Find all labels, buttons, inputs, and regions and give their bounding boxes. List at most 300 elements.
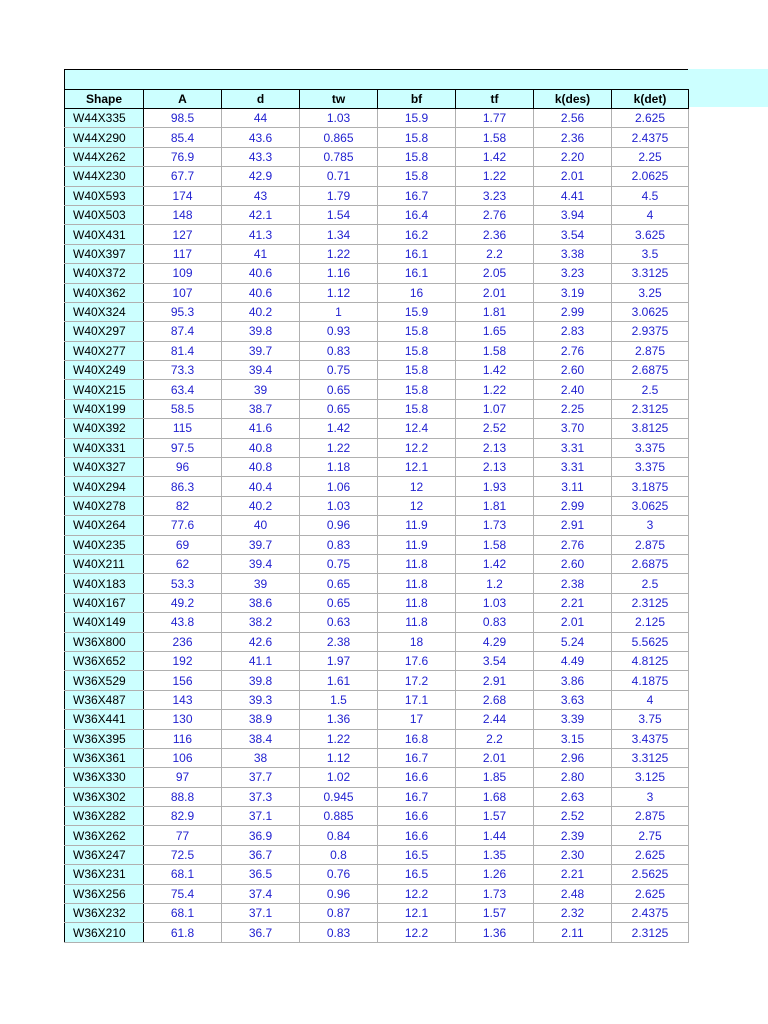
cell-bf[interactable]: 16.6 bbox=[378, 826, 456, 845]
cell-bf[interactable]: 15.9 bbox=[378, 302, 456, 321]
header-k-des[interactable]: k(des) bbox=[534, 90, 612, 109]
cell-tw[interactable]: 1.06 bbox=[300, 477, 378, 496]
cell-k-des[interactable]: 3.31 bbox=[534, 438, 612, 457]
cell-shape[interactable]: W40X278 bbox=[65, 496, 144, 515]
cell-d[interactable]: 40.2 bbox=[222, 496, 300, 515]
cell-tw[interactable]: 1.18 bbox=[300, 458, 378, 477]
cell-k-des[interactable]: 3.23 bbox=[534, 264, 612, 283]
cell-tf[interactable]: 1.2 bbox=[456, 574, 534, 593]
cell-a[interactable]: 106 bbox=[144, 748, 222, 767]
cell-k-des[interactable]: 2.91 bbox=[534, 516, 612, 535]
cell-tf[interactable]: 1.03 bbox=[456, 593, 534, 612]
cell-tw[interactable]: 0.71 bbox=[300, 167, 378, 186]
cell-k-des[interactable]: 2.76 bbox=[534, 341, 612, 360]
cell-bf[interactable]: 12.2 bbox=[378, 438, 456, 457]
cell-d[interactable]: 36.7 bbox=[222, 845, 300, 864]
cell-a[interactable]: 77 bbox=[144, 826, 222, 845]
cell-a[interactable]: 72.5 bbox=[144, 845, 222, 864]
cell-d[interactable]: 39.4 bbox=[222, 554, 300, 573]
cell-shape[interactable]: W40X593 bbox=[65, 186, 144, 205]
cell-a[interactable]: 69 bbox=[144, 535, 222, 554]
cell-k-des[interactable]: 3.38 bbox=[534, 244, 612, 263]
cell-a[interactable]: 98.5 bbox=[144, 109, 222, 128]
cell-k-det[interactable]: 2.25 bbox=[612, 147, 689, 166]
cell-k-det[interactable]: 2.3125 bbox=[612, 593, 689, 612]
cell-shape[interactable]: W40X264 bbox=[65, 516, 144, 535]
cell-d[interactable]: 39 bbox=[222, 380, 300, 399]
cell-k-det[interactable]: 3.0625 bbox=[612, 496, 689, 515]
cell-shape[interactable]: W40X392 bbox=[65, 419, 144, 438]
cell-k-det[interactable]: 3 bbox=[612, 516, 689, 535]
cell-tf[interactable]: 2.01 bbox=[456, 748, 534, 767]
cell-shape[interactable]: W36X487 bbox=[65, 690, 144, 709]
cell-k-des[interactable]: 3.94 bbox=[534, 205, 612, 224]
cell-a[interactable]: 76.9 bbox=[144, 147, 222, 166]
cell-shape[interactable]: W40X149 bbox=[65, 613, 144, 632]
cell-tf[interactable]: 3.23 bbox=[456, 186, 534, 205]
cell-k-des[interactable]: 2.60 bbox=[534, 554, 612, 573]
cell-bf[interactable]: 11.8 bbox=[378, 613, 456, 632]
cell-tf[interactable]: 1.36 bbox=[456, 923, 534, 942]
cell-k-det[interactable]: 3.0625 bbox=[612, 302, 689, 321]
cell-a[interactable]: 116 bbox=[144, 729, 222, 748]
cell-a[interactable]: 192 bbox=[144, 651, 222, 670]
cell-bf[interactable]: 12.4 bbox=[378, 419, 456, 438]
cell-bf[interactable]: 16.2 bbox=[378, 225, 456, 244]
cell-tw[interactable]: 0.84 bbox=[300, 826, 378, 845]
cell-k-det[interactable]: 2.625 bbox=[612, 845, 689, 864]
cell-a[interactable]: 68.1 bbox=[144, 904, 222, 923]
cell-bf[interactable]: 16.8 bbox=[378, 729, 456, 748]
cell-d[interactable]: 44 bbox=[222, 109, 300, 128]
cell-tw[interactable]: 1.61 bbox=[300, 671, 378, 690]
cell-tf[interactable]: 1.57 bbox=[456, 904, 534, 923]
cell-tf[interactable]: 1.07 bbox=[456, 399, 534, 418]
cell-bf[interactable]: 12.1 bbox=[378, 458, 456, 477]
cell-tf[interactable]: 1.58 bbox=[456, 128, 534, 147]
cell-k-des[interactable]: 2.56 bbox=[534, 109, 612, 128]
cell-bf[interactable]: 16.1 bbox=[378, 264, 456, 283]
cell-shape[interactable]: W36X441 bbox=[65, 710, 144, 729]
cell-bf[interactable]: 16.7 bbox=[378, 748, 456, 767]
cell-bf[interactable]: 12 bbox=[378, 477, 456, 496]
cell-bf[interactable]: 15.8 bbox=[378, 322, 456, 341]
cell-a[interactable]: 58.5 bbox=[144, 399, 222, 418]
cell-shape[interactable]: W40X199 bbox=[65, 399, 144, 418]
cell-k-det[interactable]: 2.4375 bbox=[612, 904, 689, 923]
cell-k-des[interactable]: 2.36 bbox=[534, 128, 612, 147]
cell-a[interactable]: 49.2 bbox=[144, 593, 222, 612]
cell-k-des[interactable]: 2.32 bbox=[534, 904, 612, 923]
cell-k-des[interactable]: 2.01 bbox=[534, 167, 612, 186]
cell-shape[interactable]: W36X247 bbox=[65, 845, 144, 864]
cell-d[interactable]: 38.2 bbox=[222, 613, 300, 632]
cell-tf[interactable]: 1.58 bbox=[456, 341, 534, 360]
cell-bf[interactable]: 17.6 bbox=[378, 651, 456, 670]
cell-bf[interactable]: 16.4 bbox=[378, 205, 456, 224]
cell-tf[interactable]: 1.81 bbox=[456, 496, 534, 515]
cell-tw[interactable]: 1.5 bbox=[300, 690, 378, 709]
cell-a[interactable]: 68.1 bbox=[144, 865, 222, 884]
cell-k-det[interactable]: 2.4375 bbox=[612, 128, 689, 147]
cell-tw[interactable]: 1.97 bbox=[300, 651, 378, 670]
cell-tf[interactable]: 1.73 bbox=[456, 516, 534, 535]
cell-tf[interactable]: 1.58 bbox=[456, 535, 534, 554]
header-tw[interactable]: tw bbox=[300, 90, 378, 109]
cell-k-det[interactable]: 2.875 bbox=[612, 535, 689, 554]
cell-k-des[interactable]: 2.60 bbox=[534, 361, 612, 380]
cell-d[interactable]: 42.6 bbox=[222, 632, 300, 651]
cell-shape[interactable]: W36X232 bbox=[65, 904, 144, 923]
cell-k-des[interactable]: 3.63 bbox=[534, 690, 612, 709]
cell-tw[interactable]: 1.12 bbox=[300, 283, 378, 302]
cell-shape[interactable]: W44X262 bbox=[65, 147, 144, 166]
cell-tw[interactable]: 1.54 bbox=[300, 205, 378, 224]
cell-shape[interactable]: W40X503 bbox=[65, 205, 144, 224]
cell-d[interactable]: 38.7 bbox=[222, 399, 300, 418]
cell-tf[interactable]: 1.22 bbox=[456, 380, 534, 399]
cell-tf[interactable]: 1.44 bbox=[456, 826, 534, 845]
cell-tw[interactable]: 0.65 bbox=[300, 399, 378, 418]
cell-tw[interactable]: 0.83 bbox=[300, 341, 378, 360]
cell-tw[interactable]: 1.03 bbox=[300, 496, 378, 515]
cell-tf[interactable]: 1.65 bbox=[456, 322, 534, 341]
cell-k-des[interactable]: 2.99 bbox=[534, 496, 612, 515]
cell-tf[interactable]: 2.91 bbox=[456, 671, 534, 690]
cell-d[interactable]: 39.8 bbox=[222, 322, 300, 341]
cell-d[interactable]: 38.4 bbox=[222, 729, 300, 748]
cell-tf[interactable]: 2.2 bbox=[456, 244, 534, 263]
cell-shape[interactable]: W40X277 bbox=[65, 341, 144, 360]
cell-a[interactable]: 115 bbox=[144, 419, 222, 438]
cell-shape[interactable]: W40X297 bbox=[65, 322, 144, 341]
cell-tf[interactable]: 1.42 bbox=[456, 554, 534, 573]
cell-shape[interactable]: W36X256 bbox=[65, 884, 144, 903]
cell-tw[interactable]: 1.03 bbox=[300, 109, 378, 128]
cell-k-des[interactable]: 3.39 bbox=[534, 710, 612, 729]
cell-a[interactable]: 156 bbox=[144, 671, 222, 690]
cell-a[interactable]: 82.9 bbox=[144, 807, 222, 826]
cell-shape[interactable]: W44X335 bbox=[65, 109, 144, 128]
cell-tf[interactable]: 2.13 bbox=[456, 458, 534, 477]
cell-bf[interactable]: 15.8 bbox=[378, 380, 456, 399]
cell-shape[interactable]: W36X282 bbox=[65, 807, 144, 826]
cell-k-det[interactable]: 3.25 bbox=[612, 283, 689, 302]
cell-tf[interactable]: 1.77 bbox=[456, 109, 534, 128]
cell-k-det[interactable]: 4.5 bbox=[612, 186, 689, 205]
cell-tf[interactable]: 2.68 bbox=[456, 690, 534, 709]
cell-tf[interactable]: 1.26 bbox=[456, 865, 534, 884]
cell-bf[interactable]: 16.6 bbox=[378, 768, 456, 787]
cell-k-det[interactable]: 3.375 bbox=[612, 458, 689, 477]
cell-k-des[interactable]: 2.96 bbox=[534, 748, 612, 767]
cell-a[interactable]: 86.3 bbox=[144, 477, 222, 496]
header-k-det[interactable]: k(det) bbox=[612, 90, 689, 109]
cell-tf[interactable]: 1.22 bbox=[456, 167, 534, 186]
cell-bf[interactable]: 11.8 bbox=[378, 554, 456, 573]
cell-k-det[interactable]: 2.75 bbox=[612, 826, 689, 845]
cell-k-det[interactable]: 3.3125 bbox=[612, 748, 689, 767]
cell-a[interactable]: 61.8 bbox=[144, 923, 222, 942]
cell-a[interactable]: 62 bbox=[144, 554, 222, 573]
cell-shape[interactable]: W40X211 bbox=[65, 554, 144, 573]
header-a[interactable]: A bbox=[144, 90, 222, 109]
cell-tw[interactable]: 1.12 bbox=[300, 748, 378, 767]
cell-k-des[interactable]: 3.54 bbox=[534, 225, 612, 244]
cell-tw[interactable]: 0.65 bbox=[300, 574, 378, 593]
cell-k-des[interactable]: 2.48 bbox=[534, 884, 612, 903]
cell-k-des[interactable]: 2.83 bbox=[534, 322, 612, 341]
cell-d[interactable]: 42.9 bbox=[222, 167, 300, 186]
cell-k-des[interactable]: 2.52 bbox=[534, 807, 612, 826]
cell-a[interactable]: 85.4 bbox=[144, 128, 222, 147]
cell-d[interactable]: 42.1 bbox=[222, 205, 300, 224]
cell-tw[interactable]: 0.75 bbox=[300, 361, 378, 380]
cell-tw[interactable]: 0.63 bbox=[300, 613, 378, 632]
cell-k-det[interactable]: 3.4375 bbox=[612, 729, 689, 748]
cell-shape[interactable]: W36X330 bbox=[65, 768, 144, 787]
cell-tw[interactable]: 0.83 bbox=[300, 535, 378, 554]
cell-k-det[interactable]: 4 bbox=[612, 690, 689, 709]
cell-k-det[interactable]: 2.6875 bbox=[612, 361, 689, 380]
cell-d[interactable]: 39.8 bbox=[222, 671, 300, 690]
cell-tw[interactable]: 1.79 bbox=[300, 186, 378, 205]
cell-k-des[interactable]: 5.24 bbox=[534, 632, 612, 651]
cell-tf[interactable]: 2.01 bbox=[456, 283, 534, 302]
cell-bf[interactable]: 15.8 bbox=[378, 361, 456, 380]
header-shape[interactable]: Shape bbox=[65, 90, 144, 109]
cell-bf[interactable]: 16 bbox=[378, 283, 456, 302]
cell-bf[interactable]: 15.8 bbox=[378, 147, 456, 166]
cell-a[interactable]: 97.5 bbox=[144, 438, 222, 457]
cell-tf[interactable]: 2.76 bbox=[456, 205, 534, 224]
cell-k-det[interactable]: 2.625 bbox=[612, 109, 689, 128]
cell-bf[interactable]: 15.9 bbox=[378, 109, 456, 128]
cell-tw[interactable]: 1.22 bbox=[300, 244, 378, 263]
cell-d[interactable]: 36.7 bbox=[222, 923, 300, 942]
cell-k-det[interactable]: 5.5625 bbox=[612, 632, 689, 651]
cell-tf[interactable]: 2.44 bbox=[456, 710, 534, 729]
cell-bf[interactable]: 11.9 bbox=[378, 535, 456, 554]
cell-d[interactable]: 40 bbox=[222, 516, 300, 535]
cell-a[interactable]: 97 bbox=[144, 768, 222, 787]
cell-d[interactable]: 36.9 bbox=[222, 826, 300, 845]
cell-a[interactable]: 174 bbox=[144, 186, 222, 205]
cell-k-des[interactable]: 2.01 bbox=[534, 613, 612, 632]
cell-tw[interactable]: 1.42 bbox=[300, 419, 378, 438]
cell-k-des[interactable]: 2.21 bbox=[534, 593, 612, 612]
cell-bf[interactable]: 15.8 bbox=[378, 128, 456, 147]
cell-k-des[interactable]: 2.39 bbox=[534, 826, 612, 845]
cell-tf[interactable]: 2.2 bbox=[456, 729, 534, 748]
cell-k-des[interactable]: 4.49 bbox=[534, 651, 612, 670]
cell-d[interactable]: 40.4 bbox=[222, 477, 300, 496]
cell-a[interactable]: 148 bbox=[144, 205, 222, 224]
cell-k-des[interactable]: 2.21 bbox=[534, 865, 612, 884]
cell-tw[interactable]: 1.16 bbox=[300, 264, 378, 283]
cell-a[interactable]: 73.3 bbox=[144, 361, 222, 380]
cell-tw[interactable]: 0.885 bbox=[300, 807, 378, 826]
cell-a[interactable]: 117 bbox=[144, 244, 222, 263]
cell-a[interactable]: 127 bbox=[144, 225, 222, 244]
cell-bf[interactable]: 11.9 bbox=[378, 516, 456, 535]
cell-tw[interactable]: 0.945 bbox=[300, 787, 378, 806]
cell-tw[interactable]: 0.87 bbox=[300, 904, 378, 923]
cell-d[interactable]: 39.7 bbox=[222, 535, 300, 554]
cell-bf[interactable]: 15.8 bbox=[378, 399, 456, 418]
cell-shape[interactable]: W36X262 bbox=[65, 826, 144, 845]
cell-d[interactable]: 37.7 bbox=[222, 768, 300, 787]
cell-d[interactable]: 41.6 bbox=[222, 419, 300, 438]
cell-tw[interactable]: 0.75 bbox=[300, 554, 378, 573]
cell-d[interactable]: 37.1 bbox=[222, 904, 300, 923]
cell-shape[interactable]: W40X362 bbox=[65, 283, 144, 302]
cell-bf[interactable]: 11.8 bbox=[378, 574, 456, 593]
cell-d[interactable]: 37.1 bbox=[222, 807, 300, 826]
cell-tf[interactable]: 1.73 bbox=[456, 884, 534, 903]
cell-k-det[interactable]: 2.875 bbox=[612, 807, 689, 826]
cell-shape[interactable]: W40X372 bbox=[65, 264, 144, 283]
cell-a[interactable]: 82 bbox=[144, 496, 222, 515]
cell-tw[interactable]: 0.96 bbox=[300, 516, 378, 535]
cell-k-des[interactable]: 3.15 bbox=[534, 729, 612, 748]
cell-k-det[interactable]: 3.8125 bbox=[612, 419, 689, 438]
cell-shape[interactable]: W36X231 bbox=[65, 865, 144, 884]
cell-d[interactable]: 39.4 bbox=[222, 361, 300, 380]
cell-shape[interactable]: W40X167 bbox=[65, 593, 144, 612]
cell-d[interactable]: 40.2 bbox=[222, 302, 300, 321]
cell-a[interactable]: 75.4 bbox=[144, 884, 222, 903]
cell-k-det[interactable]: 3.625 bbox=[612, 225, 689, 244]
cell-bf[interactable]: 12.2 bbox=[378, 884, 456, 903]
cell-k-det[interactable]: 3.75 bbox=[612, 710, 689, 729]
cell-bf[interactable]: 16.7 bbox=[378, 787, 456, 806]
cell-tw[interactable]: 0.96 bbox=[300, 884, 378, 903]
cell-k-det[interactable]: 2.3125 bbox=[612, 399, 689, 418]
cell-shape[interactable]: W44X230 bbox=[65, 167, 144, 186]
cell-tf[interactable]: 1.68 bbox=[456, 787, 534, 806]
cell-k-des[interactable]: 3.11 bbox=[534, 477, 612, 496]
cell-tw[interactable]: 1.22 bbox=[300, 729, 378, 748]
cell-shape[interactable]: W40X235 bbox=[65, 535, 144, 554]
cell-shape[interactable]: W40X327 bbox=[65, 458, 144, 477]
cell-shape[interactable]: W36X800 bbox=[65, 632, 144, 651]
cell-shape[interactable]: W40X215 bbox=[65, 380, 144, 399]
cell-k-des[interactable]: 2.80 bbox=[534, 768, 612, 787]
cell-tw[interactable]: 1.22 bbox=[300, 438, 378, 457]
cell-shape[interactable]: W40X324 bbox=[65, 302, 144, 321]
cell-k-det[interactable]: 2.5 bbox=[612, 574, 689, 593]
cell-tf[interactable]: 2.52 bbox=[456, 419, 534, 438]
cell-k-des[interactable]: 3.19 bbox=[534, 283, 612, 302]
cell-k-det[interactable]: 4.1875 bbox=[612, 671, 689, 690]
cell-tw[interactable]: 0.8 bbox=[300, 845, 378, 864]
cell-d[interactable]: 43.3 bbox=[222, 147, 300, 166]
cell-d[interactable]: 39.3 bbox=[222, 690, 300, 709]
cell-shape[interactable]: W40X397 bbox=[65, 244, 144, 263]
cell-k-det[interactable]: 2.875 bbox=[612, 341, 689, 360]
cell-tf[interactable]: 3.54 bbox=[456, 651, 534, 670]
cell-tw[interactable]: 1.34 bbox=[300, 225, 378, 244]
cell-tw[interactable]: 1 bbox=[300, 302, 378, 321]
cell-d[interactable]: 37.4 bbox=[222, 884, 300, 903]
cell-k-det[interactable]: 2.125 bbox=[612, 613, 689, 632]
cell-bf[interactable]: 16.5 bbox=[378, 865, 456, 884]
cell-tf[interactable]: 1.93 bbox=[456, 477, 534, 496]
cell-k-des[interactable]: 3.31 bbox=[534, 458, 612, 477]
cell-tw[interactable]: 1.36 bbox=[300, 710, 378, 729]
cell-d[interactable]: 39.7 bbox=[222, 341, 300, 360]
cell-tf[interactable]: 2.13 bbox=[456, 438, 534, 457]
cell-tw[interactable]: 1.02 bbox=[300, 768, 378, 787]
cell-shape[interactable]: W40X331 bbox=[65, 438, 144, 457]
cell-d[interactable]: 37.3 bbox=[222, 787, 300, 806]
cell-tf[interactable]: 1.85 bbox=[456, 768, 534, 787]
cell-shape[interactable]: W36X652 bbox=[65, 651, 144, 670]
cell-tf[interactable]: 2.05 bbox=[456, 264, 534, 283]
cell-k-des[interactable]: 3.70 bbox=[534, 419, 612, 438]
cell-k-det[interactable]: 2.5625 bbox=[612, 865, 689, 884]
cell-shape[interactable]: W36X210 bbox=[65, 923, 144, 942]
cell-k-des[interactable]: 2.11 bbox=[534, 923, 612, 942]
cell-bf[interactable]: 17 bbox=[378, 710, 456, 729]
cell-k-det[interactable]: 3.1875 bbox=[612, 477, 689, 496]
cell-d[interactable]: 38.6 bbox=[222, 593, 300, 612]
cell-tf[interactable]: 2.36 bbox=[456, 225, 534, 244]
cell-a[interactable]: 130 bbox=[144, 710, 222, 729]
cell-tf[interactable]: 1.81 bbox=[456, 302, 534, 321]
cell-k-det[interactable]: 2.6875 bbox=[612, 554, 689, 573]
cell-k-des[interactable]: 2.40 bbox=[534, 380, 612, 399]
cell-tw[interactable]: 0.83 bbox=[300, 923, 378, 942]
cell-k-des[interactable]: 2.63 bbox=[534, 787, 612, 806]
cell-k-det[interactable]: 2.0625 bbox=[612, 167, 689, 186]
cell-d[interactable]: 43 bbox=[222, 186, 300, 205]
cell-k-des[interactable]: 2.30 bbox=[534, 845, 612, 864]
cell-k-det[interactable]: 2.5 bbox=[612, 380, 689, 399]
cell-bf[interactable]: 15.8 bbox=[378, 341, 456, 360]
cell-tw[interactable]: 0.865 bbox=[300, 128, 378, 147]
cell-k-det[interactable]: 4.8125 bbox=[612, 651, 689, 670]
cell-a[interactable]: 53.3 bbox=[144, 574, 222, 593]
cell-d[interactable]: 40.8 bbox=[222, 438, 300, 457]
cell-a[interactable]: 95.3 bbox=[144, 302, 222, 321]
cell-d[interactable]: 41.3 bbox=[222, 225, 300, 244]
cell-shape[interactable]: W36X361 bbox=[65, 748, 144, 767]
cell-d[interactable]: 41.1 bbox=[222, 651, 300, 670]
cell-a[interactable]: 43.8 bbox=[144, 613, 222, 632]
cell-shape[interactable]: W36X395 bbox=[65, 729, 144, 748]
cell-bf[interactable]: 16.7 bbox=[378, 186, 456, 205]
cell-d[interactable]: 40.8 bbox=[222, 458, 300, 477]
cell-tw[interactable]: 0.65 bbox=[300, 593, 378, 612]
cell-k-des[interactable]: 2.20 bbox=[534, 147, 612, 166]
cell-k-det[interactable]: 3.5 bbox=[612, 244, 689, 263]
cell-k-des[interactable]: 3.86 bbox=[534, 671, 612, 690]
cell-shape[interactable]: W40X431 bbox=[65, 225, 144, 244]
cell-a[interactable]: 109 bbox=[144, 264, 222, 283]
cell-bf[interactable]: 18 bbox=[378, 632, 456, 651]
cell-k-des[interactable]: 2.76 bbox=[534, 535, 612, 554]
cell-k-des[interactable]: 2.25 bbox=[534, 399, 612, 418]
cell-k-det[interactable]: 3.125 bbox=[612, 768, 689, 787]
cell-a[interactable]: 88.8 bbox=[144, 787, 222, 806]
cell-shape[interactable]: W36X302 bbox=[65, 787, 144, 806]
cell-a[interactable]: 236 bbox=[144, 632, 222, 651]
cell-d[interactable]: 38.9 bbox=[222, 710, 300, 729]
cell-a[interactable]: 63.4 bbox=[144, 380, 222, 399]
cell-bf[interactable]: 16.1 bbox=[378, 244, 456, 263]
